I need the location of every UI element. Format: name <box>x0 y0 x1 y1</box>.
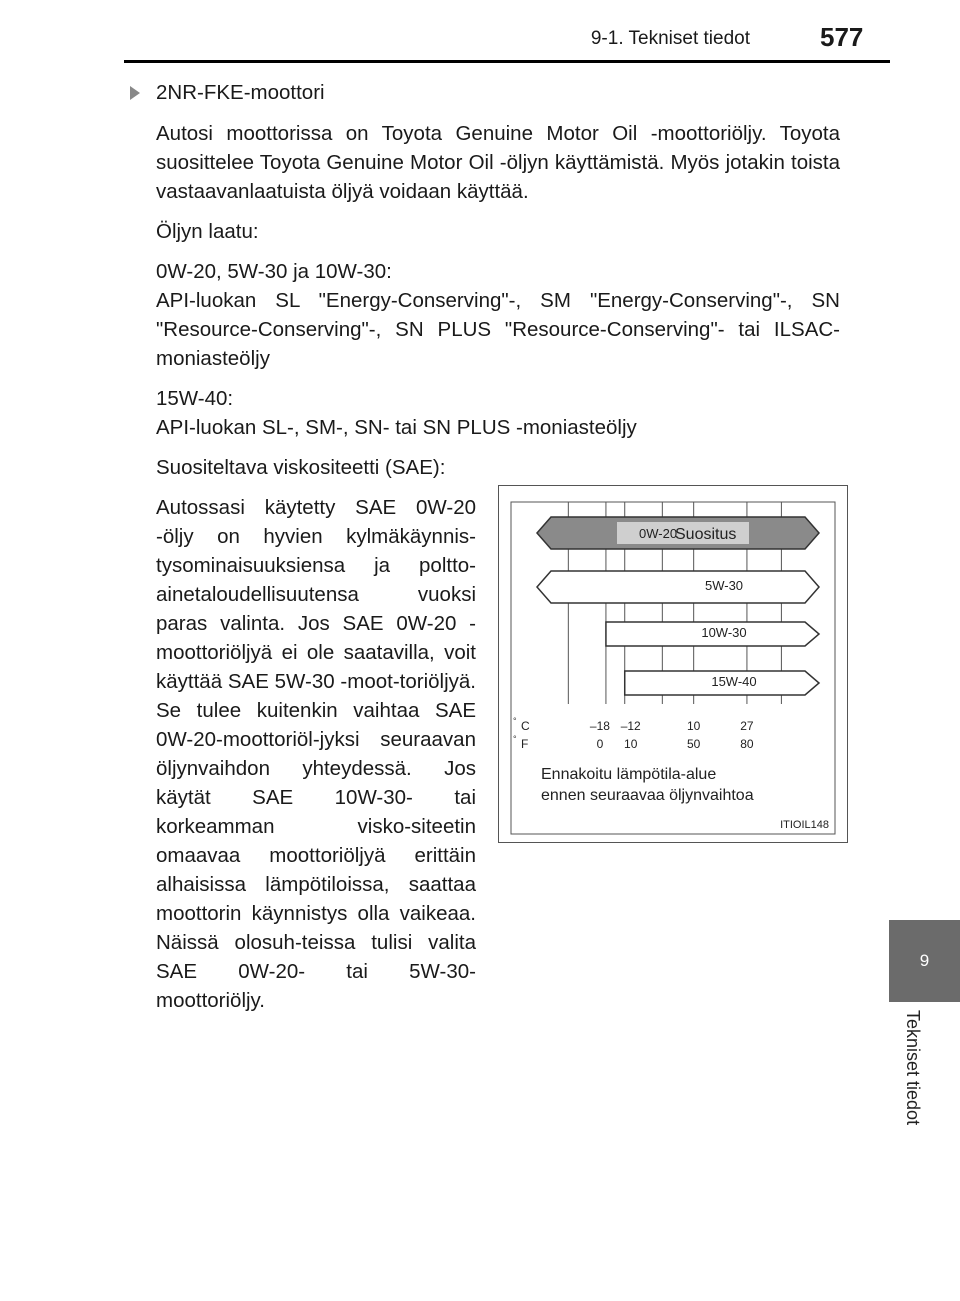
header-rule <box>124 60 890 63</box>
grade-2-text: API-luokan SL-, SM-, SN- tai SN PLUS -moniasteöljy <box>156 416 637 439</box>
celsius-scale-tick-label: 27 <box>740 719 754 733</box>
grade-label: 10W-30 <box>701 625 747 640</box>
figure-caption-line-2: ennen seuraavaa öljynvaihtoa <box>541 787 754 804</box>
grade-1-text: API-luokan SL "Energy-Conserving"-, SM "Energy-Conserving"-, SN "Resource-Conserving"-, SN PLUS "Resource-Conserving"- tai ILSAC-moniasteöljy <box>156 289 840 370</box>
viscosity-figure <box>498 485 848 843</box>
grade-arrow <box>537 571 819 603</box>
chapter-tab-label: Tekniset tiedot <box>903 1010 923 1126</box>
recommended-tag: Suositus <box>675 526 737 543</box>
section-title: 9-1. Tekniset tiedot <box>590 28 750 49</box>
viscosity-paragraph: Autossasi käytetty SAE 0W-20 -öljy on hyvien kylmäkäynnis-tysominaisuuksiensa ja poltto-ainetaloudellisuutensa vuoksi paras valinta. Jos SAE 0W-20 -moottoriöljyä ei ole saatavilla, voit käyttää SAE 5W-30 -moot-toriöljyä. Se tulee kuitenkin vaihtaa SAE 0W-20-moottoriöl-jyksi seuraavan öljynvaihdon yhteydessä. Jos käytät SAE 10W-30- tai korkeamman visko-siteetin omaavaa moottoriöljyä erittäin alhaisissa lämpötiloissa, saattaa moottorin käynnistys olla vaikeaa. Näissä olosuh-teissa tulisi valita SAE 0W-20- tai 5W-30-moottoriöljy. <box>156 496 476 1012</box>
heading-text: 2NR-FKE-moottori <box>156 81 325 104</box>
triangle-bullet-icon <box>130 86 140 100</box>
fahrenheit-scale-tick-label: 0 <box>596 737 604 751</box>
degree-mark: ° <box>513 734 517 744</box>
page-content <box>124 78 840 1015</box>
fahrenheit-scale-tick-label: 80 <box>740 737 754 751</box>
oil-quality-label: Öljyn laatu: <box>156 220 259 243</box>
chapter-tab[interactable]: 9 <box>889 920 960 1002</box>
grade-label: 15W-40 <box>711 674 757 689</box>
grade-label: 5W-30 <box>704 578 744 593</box>
celsius-scale-tick-label: –18 <box>589 719 610 733</box>
fahrenheit-scale-unit: F <box>521 737 529 751</box>
celsius-scale-tick-label: –12 <box>620 719 641 733</box>
viscosity-label: Suositeltava viskositeetti (SAE): <box>156 456 446 479</box>
fahrenheit-scale-tick-label: 50 <box>686 737 701 751</box>
grade-1-label: 0W-20, 5W-30 ja 10W-30: <box>156 260 392 283</box>
grade-label: 0W-20 <box>639 526 678 541</box>
page-number: 577 <box>820 22 864 52</box>
intro-paragraph: Autosi moottorissa on Toyota Genuine Motor Oil -moottoriöljy. Toyota suosittelee Toyota Genuine Motor Oil -öljyn käyttämistä. Myös jotakin toista vastaavanlaatuista öljyä voidaan käyttää. <box>156 122 840 203</box>
figure-code: ITIOIL148 <box>780 819 829 831</box>
viscosity-chart <box>499 486 847 842</box>
degree-mark: ° <box>513 716 517 726</box>
grade-2-label: 15W-40: <box>156 387 234 410</box>
viscosity-section <box>156 493 840 1015</box>
grade-block-2 <box>156 384 840 442</box>
figure-panel <box>511 502 835 834</box>
section-heading <box>124 78 840 107</box>
fahrenheit-scale-tick-label: 10 <box>624 737 638 751</box>
figure-caption-line-1: Ennakoitu lämpötila-alue <box>541 766 717 783</box>
celsius-scale-tick-label: 10 <box>686 719 701 733</box>
celsius-scale-unit: C <box>521 719 530 733</box>
grade-block-1 <box>156 257 840 373</box>
